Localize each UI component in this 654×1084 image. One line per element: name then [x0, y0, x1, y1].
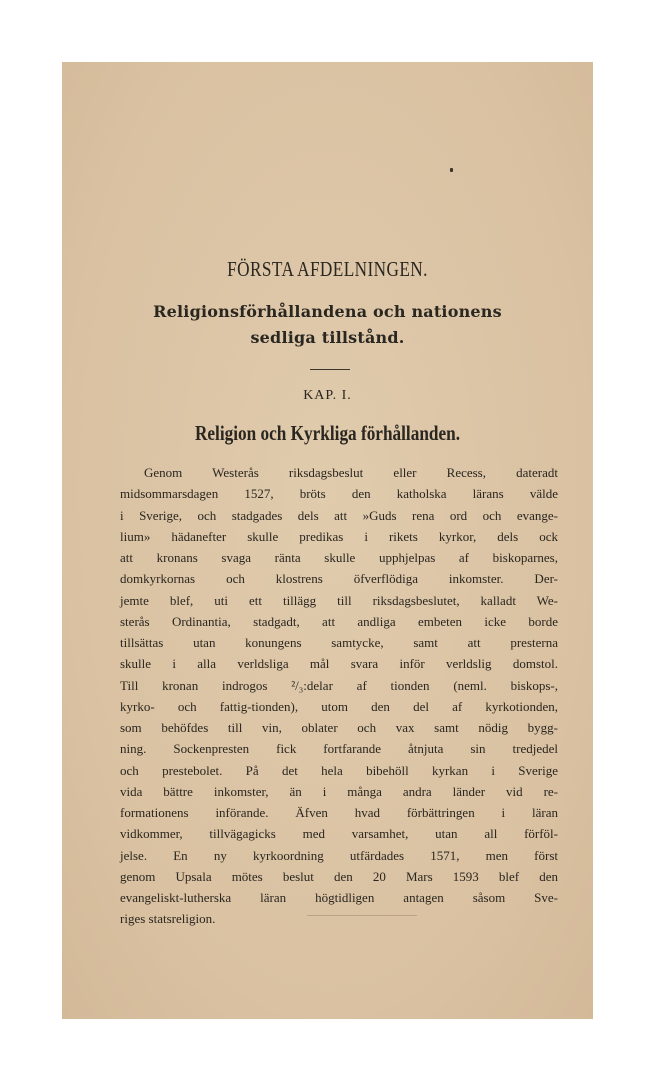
body-text [120, 462, 558, 930]
subtitle-line-1: Religionsförhållandena och nationens [153, 302, 502, 321]
ink-mark [450, 168, 453, 172]
part-title: FÖRSTA AFDELNINGEN. [227, 257, 428, 281]
text-line: som behöfdes till vin, oblater och vax samt nödig bygg- [120, 720, 558, 735]
text-line: sterås Ordinantia, stadgadt, att andliga embeten icke borde [120, 613, 558, 629]
text-line: vida bättre inkomster, än i många andra länder vid re- [120, 783, 558, 799]
text-line: tillsättas utan konungens samtycke, samt att presterna [120, 635, 558, 650]
section-divider [310, 369, 350, 370]
subtitle-line-2: sedliga tillstånd. [250, 328, 405, 347]
text-line: ning. Sockenpresten fick fortfarande åtnjuta sin tredjedel [120, 741, 558, 757]
text-line: Till kronan indrogos ²/₃:delar af tionden (neml. biskops-, [120, 677, 558, 693]
text-line: jemte blef, uti ett tillägg till riksdagsbeslutet, kalladt We- [120, 592, 558, 608]
text-line: riges statsreligion. [120, 911, 216, 927]
chapter-title: Religion och Kyrkliga förhållanden. [194, 421, 461, 445]
text-line: i Sverige, och stadgades dels att »Guds rena ord och evange- [120, 507, 558, 523]
book-page [62, 62, 593, 1019]
text-line: lium» hädanefter skulle predikas i rikets kyrkor, dels ock [120, 528, 558, 544]
text-line: skulle i alla verldsliga mål svara inför verldslig domstol. [120, 656, 558, 672]
text-line: och prestebolet. På det hela bibehöll kyrkan i Sverige [120, 762, 558, 778]
text-line: att kronans svaga ränta skulle upphjelpas af biskoparnes, [120, 550, 558, 565]
text-line: jelse. En ny kyrkoordning utfärdades 1571, men först [120, 847, 558, 863]
text-line: kyrko- och fattig-tionden), utom den del af kyrkotionden, [120, 698, 558, 714]
text-line: vidkommer, tillvägagicks med varsamhet, utan all förföl- [120, 826, 558, 842]
text-line: formationens införande. Äfven hvad förbättringen i läran [120, 805, 558, 820]
text-line: genom Upsala mötes beslut den 20 Mars 1593 blef den [120, 868, 558, 884]
text-line: domkyrkornas och klostrens öfverflödiga inkomster. Der- [120, 571, 558, 587]
bottom-divider [307, 915, 417, 916]
text-line: evangeliskt-lutherska läran högtidligen antagen såsom Sve- [120, 890, 558, 905]
text-line: Genom Westerås riksdagsbeslut eller Recess, dateradt [144, 465, 558, 480]
text-line: midsommarsdagen 1527, bröts den katholska lärans välde [120, 486, 558, 502]
chapter-label: KAP. I. [303, 388, 352, 403]
